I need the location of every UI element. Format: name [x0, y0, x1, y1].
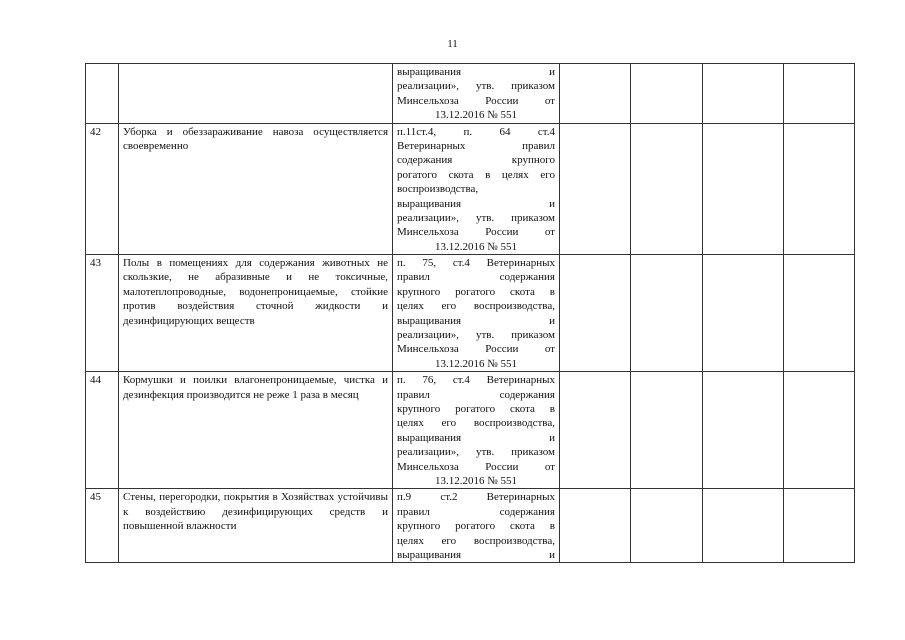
reference-line: п.9 ст.2 Ветеринарных	[397, 491, 555, 504]
requirement-cell	[119, 372, 393, 489]
reference-line: п. 75, ст.4 Ветеринарных	[397, 257, 555, 270]
reference-line: правил содержания	[397, 271, 555, 284]
reference-line: выращивания и	[397, 548, 555, 561]
empty-cell-2	[631, 255, 703, 372]
requirement-text: Уборка и обеззараживание навоза осуществляется своевременно	[123, 125, 388, 152]
page-number: 11	[447, 38, 458, 50]
table-row	[86, 255, 855, 372]
empty-cell-3	[703, 372, 784, 489]
reference-cell	[393, 123, 560, 255]
reference-line: Минсельхоза России от	[397, 460, 555, 473]
reference-line: рогатого скота в целях его	[397, 168, 555, 181]
empty-cell-1	[560, 255, 631, 372]
row-number: 43	[86, 255, 119, 372]
empty-cell-3	[703, 64, 784, 124]
empty-cell-1	[560, 372, 631, 489]
reference-line: выращивания и	[397, 197, 555, 210]
row-number: 44	[86, 372, 119, 489]
reference-line: 13.12.2016 № 551	[435, 240, 517, 253]
empty-cell-4	[784, 489, 855, 563]
table-row	[86, 123, 855, 255]
reference-cell	[393, 64, 560, 124]
empty-cell-4	[784, 255, 855, 372]
reference-line: 13.12.2016 № 551	[435, 474, 517, 487]
empty-cell-2	[631, 123, 703, 255]
reference-line: крупного рогатого скота в	[397, 520, 555, 533]
reference-line: выращивания и	[397, 431, 555, 444]
reference-line: крупного рогатого скота в	[397, 402, 555, 415]
reference-line: 13.12.2016 № 551	[435, 357, 517, 370]
reference-line: п.11ст.4, п. 64 ст.4	[397, 125, 555, 138]
reference-line: Минсельхоза России от	[397, 226, 555, 239]
empty-cell-1	[560, 64, 631, 124]
requirement-text: Стены, перегородки, покрытия в Хозяйствах устойчивы к воздействию дезинфицирующих средств и повышенной влажности	[123, 491, 388, 533]
empty-cell-2	[631, 489, 703, 563]
empty-cell-4	[784, 123, 855, 255]
empty-cell-2	[631, 64, 703, 124]
reference-line: реализации», утв. приказом	[397, 211, 555, 224]
row-number	[86, 64, 119, 124]
requirement-cell	[119, 64, 393, 124]
reference-line: Минсельхоза России от	[397, 343, 555, 356]
requirements-table-body	[86, 64, 855, 563]
reference-line: Ветеринарных правил	[397, 139, 555, 152]
row-number: 42	[86, 123, 119, 255]
empty-cell-4	[784, 64, 855, 124]
empty-cell-3	[703, 123, 784, 255]
requirement-cell	[119, 489, 393, 563]
table-row	[86, 64, 855, 124]
empty-cell-1	[560, 489, 631, 563]
reference-line: выращивания и	[397, 66, 555, 78]
reference-line: п. 76, ст.4 Ветеринарных	[397, 374, 555, 387]
table-row	[86, 489, 855, 563]
reference-line: реализации», утв. приказом	[397, 80, 555, 93]
reference-line: реализации», утв. приказом	[397, 329, 555, 342]
reference-cell	[393, 255, 560, 372]
row-number: 45	[86, 489, 119, 563]
empty-cell-4	[784, 372, 855, 489]
reference-line: правил содержания	[397, 388, 555, 401]
table-row	[86, 372, 855, 489]
empty-cell-3	[703, 255, 784, 372]
reference-line: крупного рогатого скота в	[397, 285, 555, 298]
reference-line: воспроизводства,	[397, 183, 479, 196]
requirement-text: Кормушки и поилки влагонепроницаемые, чистка и дезинфекция производится не реже 1 раза в месяц	[123, 374, 388, 401]
requirement-cell	[119, 123, 393, 255]
reference-cell	[393, 489, 560, 563]
reference-line: Минсельхоза России от	[397, 94, 555, 107]
reference-line: 13.12.2016 № 551	[435, 109, 517, 122]
reference-line: целях его воспроизводства,	[397, 534, 555, 547]
reference-line: содержания крупного	[397, 154, 555, 167]
reference-line: целях его воспроизводства,	[397, 300, 555, 313]
reference-line: правил содержания	[397, 505, 555, 518]
requirements-table	[85, 63, 855, 563]
reference-cell	[393, 372, 560, 489]
reference-line: целях его воспроизводства,	[397, 417, 555, 430]
empty-cell-1	[560, 123, 631, 255]
empty-cell-3	[703, 489, 784, 563]
requirement-cell	[119, 255, 393, 372]
empty-cell-2	[631, 372, 703, 489]
reference-line: реализации», утв. приказом	[397, 446, 555, 459]
reference-line: выращивания и	[397, 314, 555, 327]
requirement-text: Полы в помещениях для содержания животных не скользкие, не абразивные и не токсичные, малотеплопроводные, водонепроницаемые, стойкие против воздействия сточной жидкости и дезинфицирующих веществ	[123, 257, 388, 327]
